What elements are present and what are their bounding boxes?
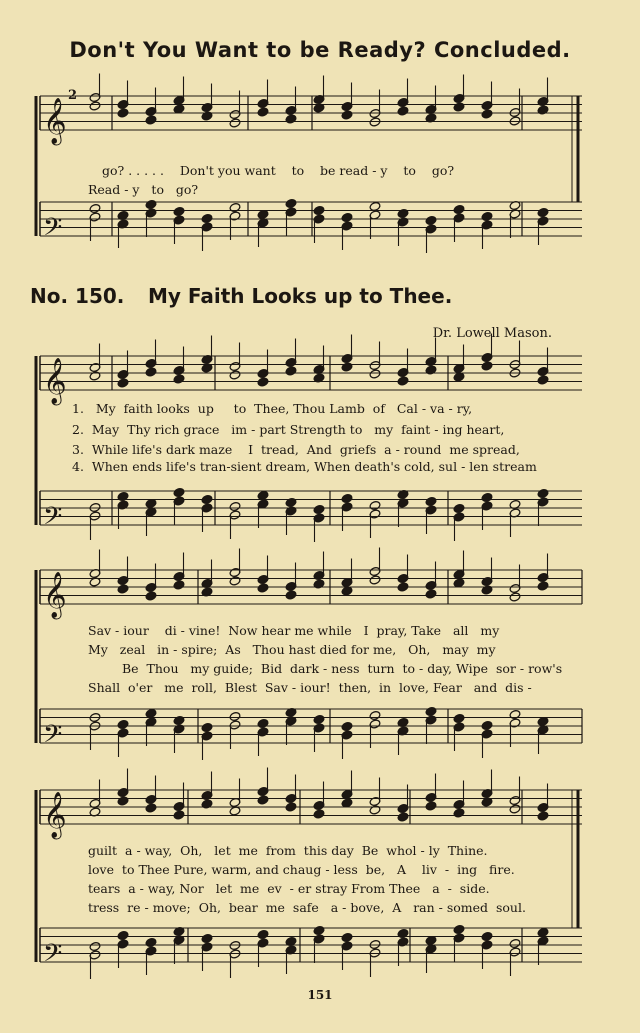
verse-1-line-3: guilt a - way, Oh, let me from this day Be whol - ly Thine. (88, 843, 488, 858)
bass-clef: 𝄢 (43, 939, 63, 974)
note-head (257, 795, 269, 805)
treble-clef: 𝄞 (43, 98, 67, 144)
hymn-number: No. 150. (30, 284, 125, 308)
note-head (313, 714, 325, 724)
note-head (313, 809, 325, 819)
note-head (481, 720, 493, 730)
note-head (285, 497, 297, 507)
note-head (481, 931, 493, 941)
note-head (453, 102, 465, 112)
bass-clef: 𝄢 (43, 502, 63, 537)
note-head (201, 213, 213, 223)
note-head (117, 108, 129, 118)
note-head (537, 811, 549, 821)
note-head (117, 584, 129, 594)
note-head (257, 718, 269, 728)
note-head (509, 938, 521, 948)
note-head (285, 114, 297, 124)
page-number: 151 (307, 988, 333, 1002)
note-head (117, 719, 129, 729)
note-head (313, 925, 325, 935)
note-head (117, 796, 129, 806)
note-head (341, 932, 353, 942)
verse-1-line-1: 1. My faith looks up to Thee, Thou Lamb of Cal - va - ry, (72, 401, 473, 416)
note-head (173, 580, 185, 590)
note-head (453, 204, 465, 214)
note-head (229, 118, 241, 128)
note-head (89, 101, 101, 111)
previous-hymn-lyric-1: go? . . . . . Don't you want to be read - y to go? (102, 163, 455, 178)
note-head (89, 941, 101, 951)
note-head (481, 492, 493, 502)
note-head (145, 803, 157, 813)
note-head (481, 211, 493, 221)
note-head (425, 589, 437, 599)
note-head (229, 370, 241, 380)
note-head (397, 928, 409, 938)
note-head (173, 487, 185, 497)
note-head (341, 110, 353, 120)
verse-4-line-2: Shall o'er me roll, Blest Sav - iour! then, in love, Fear and dis - (88, 680, 532, 695)
note-head (285, 590, 297, 600)
note-head (89, 203, 101, 213)
note-head (145, 367, 157, 377)
note-head (201, 494, 213, 504)
note-head (313, 504, 325, 514)
note-head (453, 503, 465, 513)
hymn-title: My Faith Looks up to Thee. (148, 284, 453, 308)
note-head (173, 810, 185, 820)
note-head (145, 115, 157, 125)
note-head (285, 366, 297, 376)
note-head (537, 207, 549, 217)
note-head (425, 706, 437, 716)
note-head (537, 488, 549, 498)
treble-clef: 𝄞 (43, 358, 67, 404)
note-head (173, 715, 185, 725)
note-head (117, 930, 129, 940)
verse-2-line-3: love to Thee Pure, warm, and chaug - less be, A liv - ing fire. (88, 862, 515, 877)
note-head (285, 802, 297, 812)
note-head (453, 924, 465, 934)
note-head (453, 808, 465, 818)
treble-clef: 𝄞 (43, 792, 67, 838)
note-head (481, 361, 493, 371)
note-head (201, 722, 213, 732)
note-head (481, 109, 493, 119)
note-head (341, 362, 353, 372)
note-head (509, 804, 521, 814)
note-head (313, 205, 325, 215)
note-head (481, 585, 493, 595)
note-head (341, 212, 353, 222)
note-head (257, 929, 269, 939)
treble-clef: 𝄞 (43, 572, 67, 618)
note-head (397, 106, 409, 116)
note-head (509, 709, 521, 719)
note-head (397, 208, 409, 218)
note-head (341, 721, 353, 731)
note-head (229, 202, 241, 212)
clefs (43, 98, 67, 974)
note-head (397, 376, 409, 386)
previous-hymn-lyric-2: Read - y to go? (88, 182, 199, 197)
note-head (89, 371, 101, 381)
note-head (369, 710, 381, 720)
note-head (285, 198, 297, 208)
note-head (369, 805, 381, 815)
note-head (397, 582, 409, 592)
verse-2-line-1: 2. May Thy rich grace im - part Strength to my faint - ing heart, (72, 422, 505, 437)
note-head (201, 933, 213, 943)
note-head (257, 377, 269, 387)
verse-1-line-2: Sav - iour di - vine! Now hear me while I pray, Take all my (88, 623, 500, 638)
note-head (509, 592, 521, 602)
note-head (369, 575, 381, 585)
note-head (425, 215, 437, 225)
note-head (229, 576, 241, 586)
note-head (425, 801, 437, 811)
note-head (201, 799, 213, 809)
verse-3-line-3: tears a - way, Nor let me ev - er stray From Thee a - side. (88, 881, 490, 896)
note-head (117, 491, 129, 501)
verse-2-line-2: My zeal in - spire; As Thou hast died for me, Oh, may my (88, 642, 496, 657)
note-head (369, 369, 381, 379)
note-head (145, 937, 157, 947)
previous-hymn-title: Don't You Want to be Ready? Concluded. (69, 38, 571, 62)
verse-4-line-1: 4. When ends life's tran-sient dream, When death's cold, sul - len stream (72, 459, 537, 474)
note-head (425, 496, 437, 506)
note-head (173, 374, 185, 384)
note-head (257, 583, 269, 593)
note-head (117, 378, 129, 388)
note-head (229, 501, 241, 511)
note-head (537, 581, 549, 591)
measure-number: 2 (68, 88, 78, 103)
verse-3-line-2: Be Thou my guide; Bid dark - ness turn to - day, Wipe sor - row's (122, 661, 563, 676)
note-head (369, 500, 381, 510)
note-head (257, 107, 269, 117)
bass-clef: 𝄢 (43, 213, 63, 248)
note-head (397, 812, 409, 822)
note-head (145, 199, 157, 209)
note-head (341, 493, 353, 503)
note-head (229, 711, 241, 721)
hymn-heading (30, 284, 610, 308)
note-head (537, 105, 549, 115)
note-head (173, 206, 185, 216)
note-head (537, 375, 549, 385)
verse-4-line-3: tress re - move; Oh, bear me safe a - bove, A ran - somed soul. (88, 900, 526, 915)
note-head (201, 111, 213, 121)
note-head (453, 713, 465, 723)
note-head (313, 579, 325, 589)
bass-clef: 𝄢 (43, 720, 63, 755)
verse-3-line-1: 3. While life's dark maze I tread, And griefs a - round me spread, (72, 442, 520, 457)
note-head (425, 365, 437, 375)
note-head (145, 591, 157, 601)
composer: Dr. Lowell Mason. (432, 326, 552, 341)
